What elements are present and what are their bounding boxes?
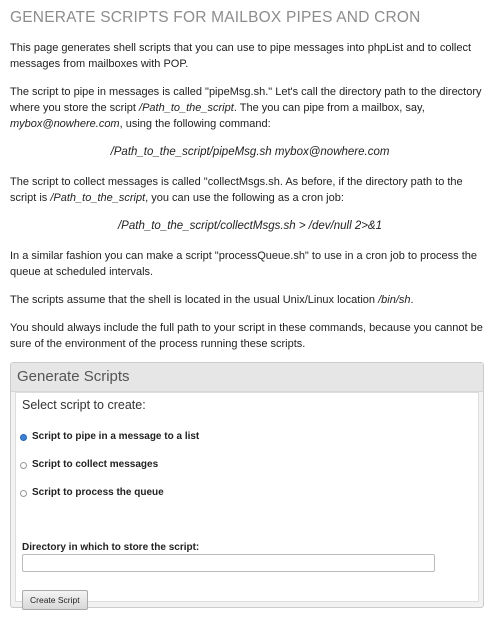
option-collect-messages[interactable] bbox=[20, 457, 158, 473]
p2-text-2: . The you can pipe from a mailbox, say, bbox=[233, 102, 425, 114]
panel-header: Generate Scripts bbox=[11, 363, 483, 392]
intro-paragraph-6: You should always include the full path to your script in these commands, because you cannot be sure of the environment of the process running these scripts. bbox=[10, 322, 483, 350]
radio-collect-messages[interactable] bbox=[20, 462, 27, 469]
cron-command-example: /Path_to_the_script/collectMsgs.sh > /dev/null 2>&1 bbox=[117, 220, 382, 232]
option-process-queue[interactable] bbox=[20, 485, 164, 501]
directory-input[interactable] bbox=[22, 554, 435, 572]
p5-text-1: The scripts assume that the shell is located in the usual Unix/Linux location bbox=[10, 294, 379, 306]
p5-text-2: . bbox=[410, 294, 414, 306]
radio-pipe-message[interactable] bbox=[20, 434, 27, 441]
option-collect-messages-label: Script to collect messages bbox=[32, 459, 159, 470]
directory-label: Directory in which to store the script: bbox=[22, 542, 200, 553]
p2-text-1: The script to pipe in messages is called "pipeMsg.sh." Let's call the directory path to the directory where you store the script bbox=[10, 86, 482, 114]
p3-text-2: , you can use the following as a cron job: bbox=[145, 192, 344, 204]
p2-mailbox: mybox@nowhere.com bbox=[10, 118, 120, 130]
p5-path: /bin/sh bbox=[378, 294, 411, 306]
option-process-queue-label: Script to process the queue bbox=[32, 487, 164, 498]
radio-process-queue[interactable] bbox=[20, 490, 27, 497]
page-title: GENERATE SCRIPTS FOR MAILBOX PIPES AND CRON bbox=[10, 9, 421, 26]
option-pipe-message[interactable] bbox=[20, 429, 199, 445]
intro-paragraph-5 bbox=[10, 292, 490, 308]
intro-paragraph-4: In a similar fashion you can make a script "processQueue.sh" to use in a cron job to process the queue at scheduled intervals. bbox=[10, 250, 477, 278]
intro-paragraph-1: This page generates shell scripts that you can use to pipe messages into phpList and to collect messages from mailboxes with POP. bbox=[10, 42, 472, 70]
p2-path: /Path_to_the_script bbox=[139, 102, 234, 114]
pipe-command-example: /Path_to_the_script/pipeMsg.sh mybox@nowhere.com bbox=[110, 146, 390, 158]
p3-path: /Path_to_the_script bbox=[50, 192, 146, 204]
intro-paragraph-3 bbox=[10, 174, 490, 206]
intro-paragraph-2 bbox=[10, 84, 490, 132]
option-pipe-message-label: Script to pipe in a message to a list bbox=[32, 431, 200, 442]
p2-text-3: , using the following command: bbox=[119, 118, 271, 130]
select-script-heading: Select script to create: bbox=[22, 398, 146, 412]
generate-scripts-panel bbox=[10, 362, 484, 608]
create-script-button[interactable]: Create Script bbox=[22, 590, 88, 610]
panel-body bbox=[15, 392, 479, 605]
p3-text-1: The script to collect messages is called "collectMsgs.sh. As before, if the directory path to the script is bbox=[10, 176, 463, 204]
